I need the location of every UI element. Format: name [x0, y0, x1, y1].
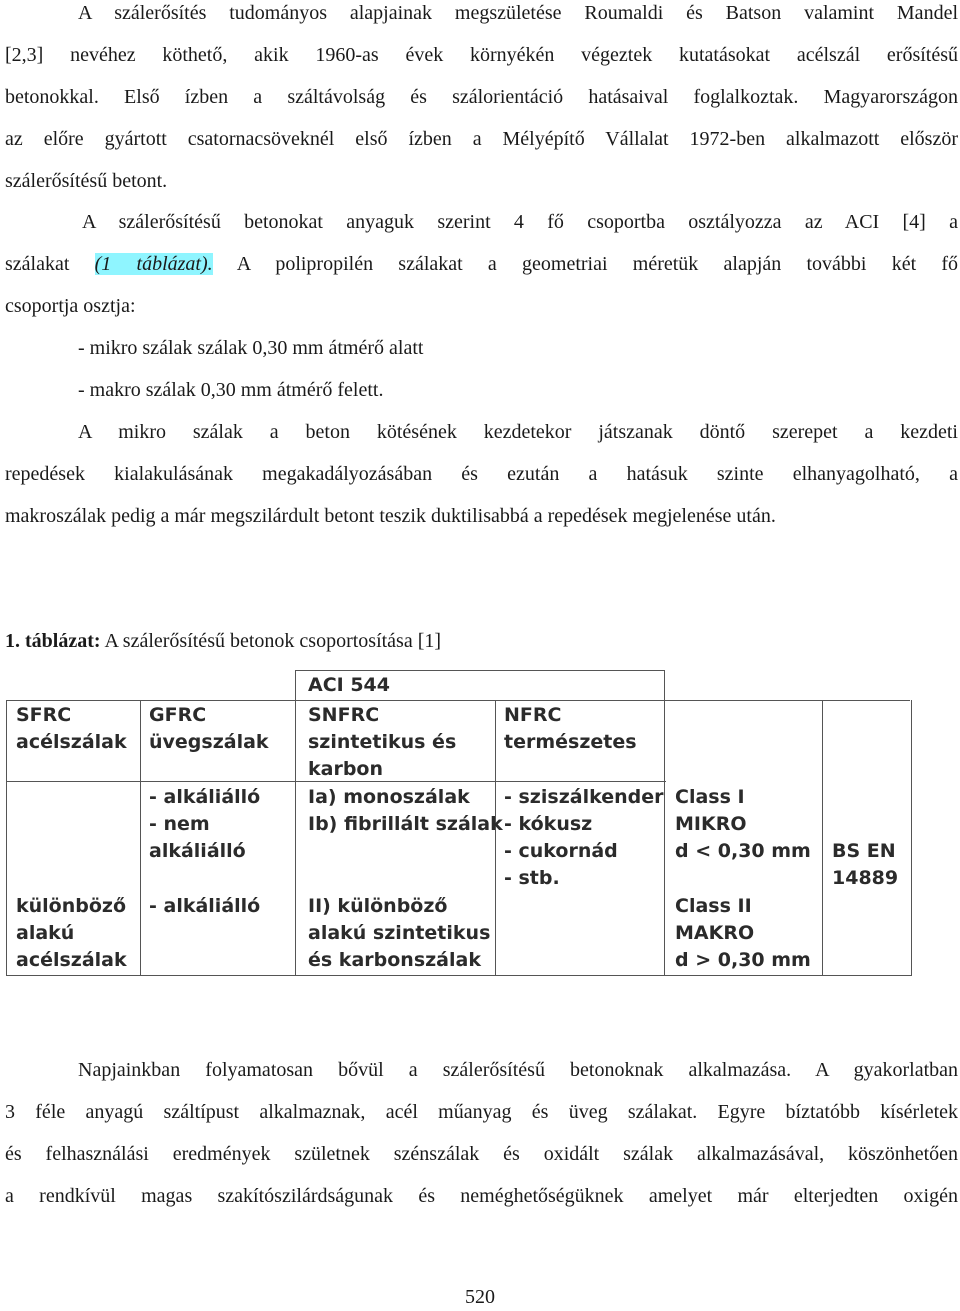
cell-nfrc-types-line-1: - sziszálkender: [504, 786, 664, 808]
cell-class-1-line-1: Class I: [675, 786, 745, 808]
paragraph-2-line-3: csoportja osztja:: [5, 295, 136, 317]
cell-gfrc-line-1: GFRC: [149, 704, 207, 726]
cell-sfrc-types-2-line-3: acélszálak: [16, 949, 127, 971]
cell-snfrc-types-1-line-2: Ib) fibrillált szálak: [308, 813, 503, 835]
paragraph-2-text-cont: A polipropilén szálakat a geometriai méretük alapján további két fő: [212, 253, 959, 275]
cell-snfrc-types-2-line-1: II) különböző: [308, 895, 448, 917]
table-col-border-2: [295, 670, 296, 976]
table-caption: [5, 628, 441, 654]
cell-class-2-line-2: MAKRO: [675, 922, 755, 944]
cell-sfrc-types-2-line-2: alakú: [16, 922, 75, 944]
cell-gfrc: [149, 702, 269, 756]
cell-sfrc-types-2: [16, 893, 127, 974]
cell-snfrc-line-2: szintetikus és: [308, 731, 457, 753]
cell-snfrc-types-2-line-3: és karbonszálak: [308, 949, 481, 971]
cell-gfrc-types-2: [149, 893, 260, 920]
cell-nfrc-types-line-2: - kókusz: [504, 813, 593, 835]
paragraph-4-line-2: 3 féle anyagú száltípust alkalmaznak, acél műanyag és üveg szálakat. Egyre bíztatóbb kísérletek: [5, 1101, 958, 1123]
cell-class-1-line-3: d < 0,30 mm: [675, 840, 811, 862]
paragraph-3-line-1: A mikro szálak a beton kötésének kezdetekor játszanak döntő szerepet a kezdeti: [78, 421, 958, 443]
cell-nfrc-line-1: NFRC: [504, 704, 562, 726]
cell-gfrc-types-1-line-3: alkáliálló: [149, 840, 246, 862]
paragraph-2-line-2: [5, 251, 958, 277]
paragraph-3-line-2: repedések kialakulásának megakadályozásában és ezután a hatásuk szinte elhanyagolható, a: [5, 463, 958, 485]
cell-snfrc-types-1: [308, 784, 503, 838]
cell-class-1-line-2: MIKRO: [675, 813, 747, 835]
cell-class-2-line-1: Class II: [675, 895, 752, 917]
cell-class-1: [675, 784, 811, 865]
table-col-border-5: [822, 700, 823, 976]
cell-gfrc-types-1-line-1: - alkáliálló: [149, 786, 261, 808]
cell-nfrc-types-line-4: - stb.: [504, 867, 560, 889]
paragraph-3-line-3: makroszálak pedig a már megszilárdult betont teszik duktilisabbá a repedések megjelenése után.: [5, 505, 776, 527]
table-top-border-aci: [295, 670, 664, 671]
table-caption-text: A szálerősítésű betonok csoportosítása [1]: [100, 630, 442, 652]
table-left-border: [6, 700, 7, 976]
cell-gfrc-types-1: [149, 784, 260, 865]
table-reference-link[interactable]: (1 táblázat).: [94, 253, 213, 275]
cell-bs-en-line-2: 14889: [832, 867, 899, 889]
list-item-macro: - makro szálak 0,30 mm átmérő felett.: [78, 379, 384, 401]
cell-gfrc-types-2-line-1: - alkáliálló: [149, 895, 261, 917]
table-col-border-1: [140, 700, 141, 976]
table-right-border: [911, 700, 912, 976]
cell-bs-en: [832, 838, 898, 892]
paragraph-2-line-1: A szálerősítésű betonokat anyaguk szerint 4 fő csoportba osztályozza az ACI [4] a: [82, 211, 958, 233]
cell-snfrc-line-1: SNFRC: [308, 704, 380, 726]
table-col-border-3: [495, 700, 496, 976]
paragraph-1-line-2: [2,3] nevéhez köthető, akik 1960-as évek környékén végeztek kutatásokat acélszál erősítésű: [5, 44, 958, 66]
classification-table: [6, 670, 912, 976]
cell-nfrc-types-line-3: - cukornád: [504, 840, 618, 862]
cell-snfrc-types-1-line-1: Ia) monoszálak: [308, 786, 470, 808]
paragraph-4-line-4: a rendkívül magas szakítószilárdságunak és neméghetőségüknek amelyet már elterjedten oxigén: [5, 1185, 958, 1207]
page-number: 520: [465, 1286, 495, 1308]
paragraph-4-line-3: és felhasználási eredmények születnek szénszálak és oxidált szálak alkalmazásával, köszönhetően: [5, 1143, 958, 1165]
paragraph-1-line-3: betonokkal. Első ízben a száltávolság és szálorientáció hatásaival foglalkoztak. Magyarországon: [5, 86, 958, 108]
table-caption-label: 1. táblázat:: [5, 630, 101, 652]
cell-class-2-line-3: d > 0,30 mm: [675, 949, 811, 971]
cell-snfrc-line-3: karbon: [308, 758, 384, 780]
cell-sfrc-line-2: acélszálak: [16, 731, 127, 753]
cell-snfrc-types-2-line-2: alakú szintetikus: [308, 922, 491, 944]
table-col-border-4: [664, 670, 665, 976]
cell-nfrc: [504, 702, 637, 756]
table-header-border: [6, 700, 910, 701]
table-bottom-border: [6, 975, 912, 976]
cell-gfrc-types-1-line-2: - nem: [149, 813, 210, 835]
table-header-aci: ACI 544: [308, 674, 390, 696]
cell-class-2: [675, 893, 811, 974]
cell-nfrc-line-2: természetes: [504, 731, 637, 753]
paragraph-2-text: szálakat: [5, 253, 95, 275]
list-item-micro: - mikro szálak szálak 0,30 mm átmérő alatt: [78, 337, 424, 359]
paragraph-4-line-1: Napjainkban folyamatosan bővül a szálerősítésű betonoknak alkalmazása. A gyakorlatban: [78, 1059, 958, 1081]
cell-sfrc-line-1: SFRC: [16, 704, 72, 726]
cell-sfrc-types-2-line-1: különböző: [16, 895, 127, 917]
paragraph-1-line-5: szálerősítésű betont.: [5, 170, 168, 192]
cell-snfrc: [308, 702, 456, 783]
cell-sfrc: [16, 702, 127, 756]
paragraph-1-line-4: az előre gyártott csatornacsöveknél első ízben a Mélyépítő Vállalat 1972-ben alkalmazott először: [5, 128, 958, 150]
cell-snfrc-types-2: [308, 893, 490, 974]
paragraph-1-line-1: A szálerősítés tudományos alapjainak megszületése Roumaldi és Batson valamint Mandel: [78, 2, 958, 24]
cell-nfrc-types: [504, 784, 663, 892]
cell-gfrc-line-2: üvegszálak: [149, 731, 269, 753]
cell-bs-en-line-1: BS EN: [832, 840, 896, 862]
